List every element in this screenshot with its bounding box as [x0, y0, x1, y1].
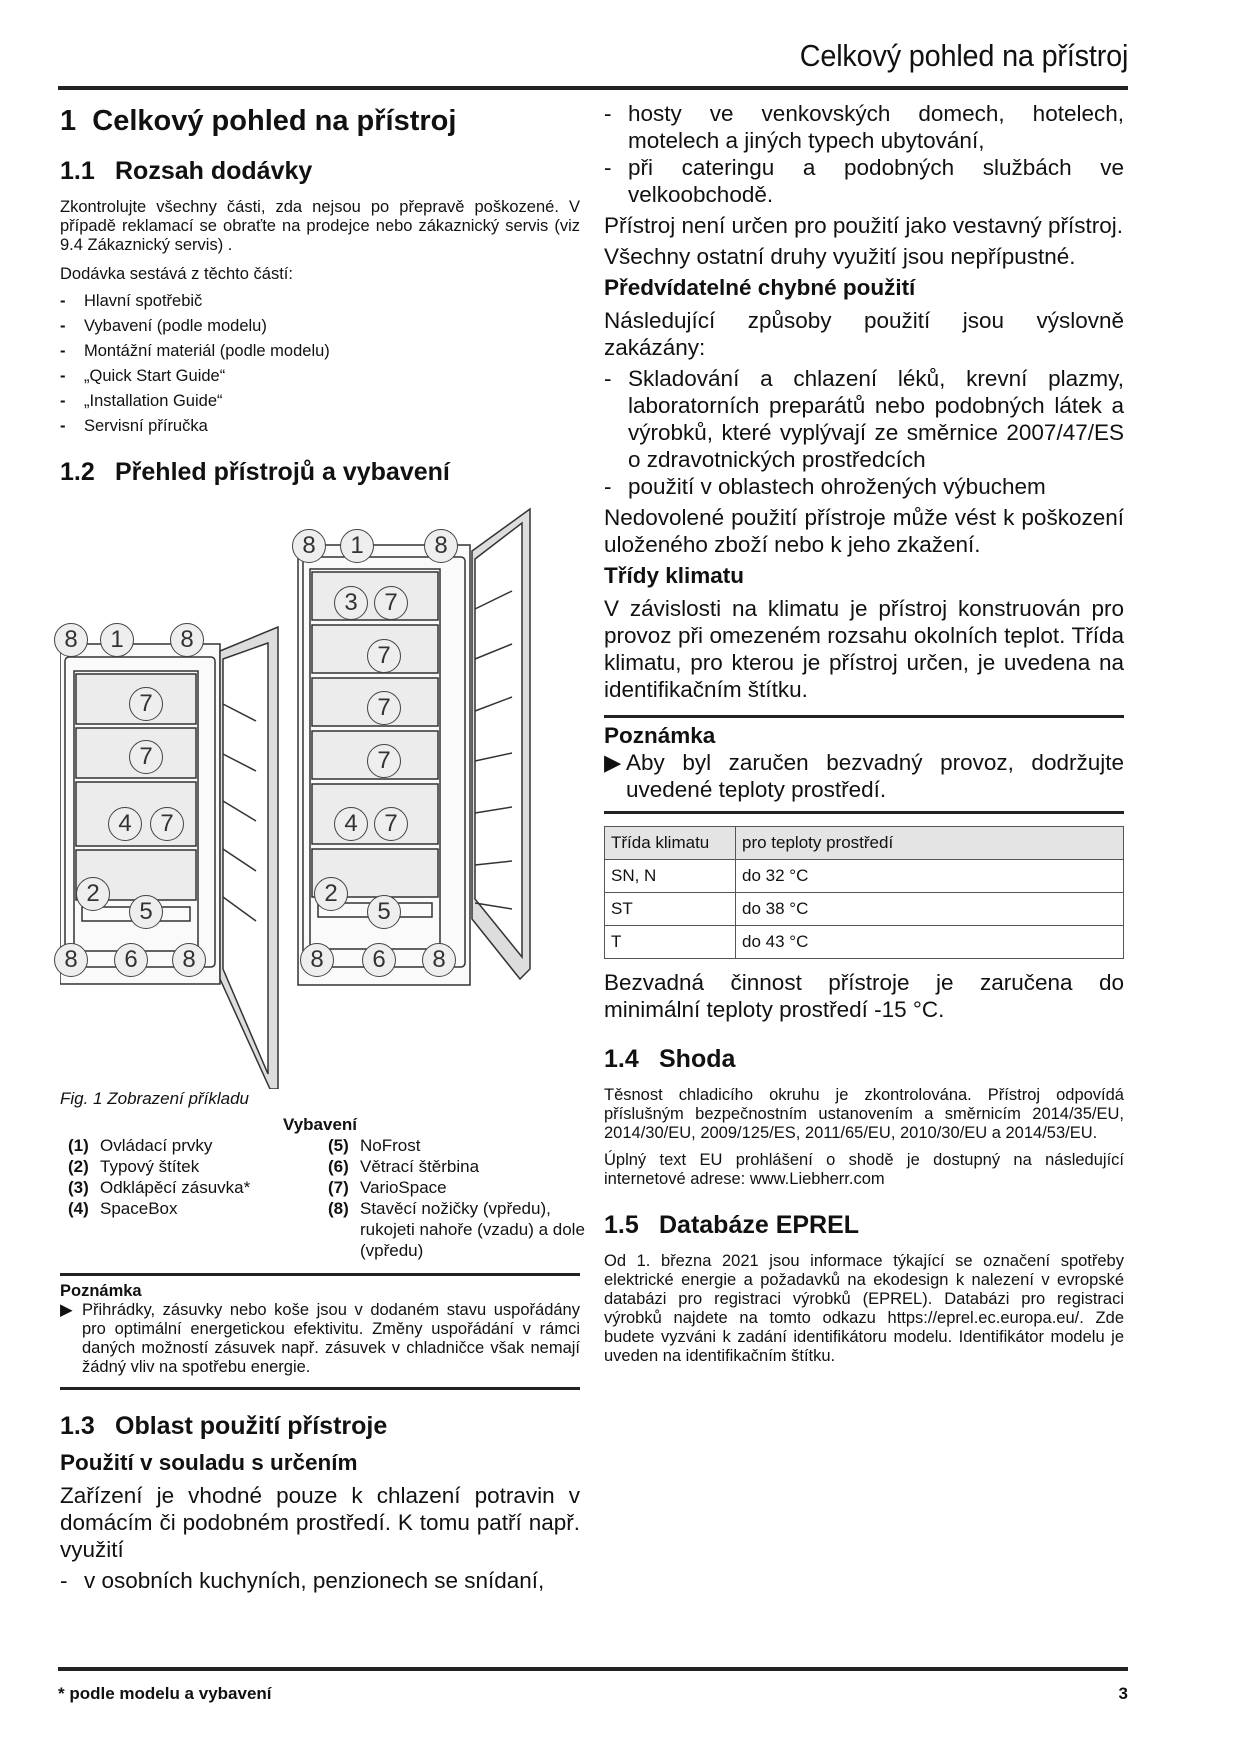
note-arrow-icon: ▶	[604, 750, 622, 775]
intended-use-heading: Použití v souladu s určením	[60, 1450, 358, 1475]
section-number: 1.5	[604, 1211, 639, 1239]
page-number: 3	[1118, 1684, 1128, 1703]
misuse-heading: Předvídatelné chybné použití	[604, 275, 916, 300]
legend-label: NoFrost	[360, 1136, 421, 1155]
legend-title: Vybavení	[282, 1115, 358, 1134]
section-1-3-heading	[60, 1412, 580, 1441]
misuse-consequence: Nedovolené použití přístroje může vést k poškození uloženého zboží nebo k jeho zkažení.	[604, 505, 1124, 557]
callout-badge: 7	[374, 807, 408, 841]
conformity-url-text: Úplný text EU prohlášení o shodě je dostupný na následující internetové adrese: www.Liebherr.com	[604, 1151, 1124, 1188]
legend-item	[328, 1198, 588, 1261]
note-title: Poznámka	[60, 1282, 142, 1300]
section-number: 1.2	[60, 458, 95, 486]
legend-number: (4)	[68, 1199, 89, 1218]
callout-badge: 8	[292, 529, 326, 563]
callout-badge: 8	[54, 623, 88, 657]
list-item: - hosty ve venkovských domech, hotelech, motelech a jiných typech ubytování,	[604, 100, 1124, 154]
right-column	[604, 100, 1124, 1366]
header-rule	[58, 86, 1128, 90]
table-cell: do 32 °C	[736, 860, 1124, 893]
section-number: 1.4	[604, 1045, 639, 1073]
callout-badge: 2	[76, 877, 110, 911]
callout-badge: 7	[367, 691, 401, 725]
appliance-figure	[60, 499, 580, 1089]
chapter-title: Celkový pohled na přístroj	[92, 105, 457, 137]
callout-badge: 2	[314, 877, 348, 911]
legend-label: SpaceBox	[100, 1199, 178, 1218]
climate-text: V závislosti na klimatu je přístroj konstruován pro provoz při omezeném rozsahu okolních teplot. Třída klimatu, pro kterou je přístroj určen, je uvedena na identifikačním štítku.	[604, 596, 1124, 702]
list-item: - Servisní příručka	[60, 417, 580, 436]
intended-use-text: Zařízení je vhodné pouze k chlazení potravin v domácím či podobném prostředí. K tomu patří např. využití	[60, 1483, 580, 1562]
legend-number: (6)	[328, 1157, 349, 1176]
legend-item	[68, 1198, 328, 1261]
page-header-title: Celkový pohled na přístroj	[799, 38, 1128, 73]
climate-note-block	[604, 715, 1124, 814]
delivery-intro: Zkontrolujte všechny části, zda nejsou po přepravě poškozené. V případě reklamací se obraťte na prodejce nebo zákaznický servis (viz 9.4 Zákaznický servis) .	[60, 198, 580, 254]
list-item: - Hlavní spotřebič	[60, 292, 580, 311]
delivery-list	[60, 292, 580, 436]
legend-label: Ovládací prvky	[100, 1136, 213, 1155]
table-cell: do 38 °C	[736, 893, 1124, 926]
legend-label: Typový štítek	[100, 1157, 200, 1176]
note-text: Aby byl zaručen bezvadný provoz, dodržujte uvedené teploty prostředí.	[626, 750, 1124, 802]
table-cell: T	[605, 926, 736, 959]
conformity-text: Těsnost chladicího okruhu je zkontrolována. Přístroj odpovídá příslušným bezpečnostním ustanovením a směrnicím 2014/35/EU, 2014/30/EU, 2009/125/ES, 2011/65/EU, 2010/30/EU a 2014/53/EU.	[604, 1086, 1124, 1142]
callout-badge: 8	[172, 943, 206, 977]
legend-number: (2)	[68, 1157, 89, 1176]
section-1-4-heading	[604, 1045, 1124, 1074]
not-builtin-text: Přístroj není určen pro použití jako vestavný přístroj.	[604, 213, 1123, 238]
chapter-number: 1	[60, 105, 77, 137]
legend-item	[328, 1177, 588, 1198]
table-header-row	[605, 827, 1124, 860]
section-title: Rozsah dodávky	[115, 157, 313, 185]
section-number: 1.1	[60, 157, 95, 185]
footer-note: * podle modelu a vybavení	[58, 1684, 272, 1703]
callout-badge: 3	[334, 586, 368, 620]
legend-number: (7)	[328, 1178, 349, 1197]
callout-badge: 7	[129, 687, 163, 721]
table-cell: ST	[605, 893, 736, 926]
section-title: Přehled přístrojů a vybavení	[115, 458, 450, 486]
note-item	[604, 749, 1124, 803]
legend-item	[328, 1156, 588, 1177]
list-item: - Vybavení (podle modelu)	[60, 317, 580, 336]
callout-badge: 6	[362, 943, 396, 977]
legend-number: (5)	[328, 1136, 349, 1155]
list-item: - „Installation Guide“	[60, 392, 580, 411]
legend-label: Větrací štěrbina	[360, 1157, 480, 1176]
delivery-list-intro: Dodávka sestává z těchto částí:	[60, 265, 293, 283]
section-title: Oblast použití přístroje	[115, 1412, 388, 1440]
legend-item	[68, 1156, 328, 1177]
appliance-illustration	[60, 499, 580, 1089]
list-item: - v osobních kuchyních, penzionech se snídaní,	[60, 1567, 580, 1594]
callout-badge: 5	[367, 895, 401, 929]
intended-use-list	[60, 1567, 580, 1594]
legend	[68, 1135, 585, 1261]
callout-badge: 7	[150, 807, 184, 841]
section-1-1-heading	[60, 157, 580, 186]
callout-badge: 7	[129, 740, 163, 774]
note-title: Poznámka	[604, 723, 716, 748]
callout-badge: 7	[367, 639, 401, 673]
section-1-2-heading	[60, 458, 580, 487]
callout-badge: 4	[334, 807, 368, 841]
section-title: Shoda	[659, 1045, 736, 1073]
note-text: Přihrádky, zásuvky nebo koše jsou v dodaném stavu uspořádány pro optimální energetickou efektivitu. Změny uspořádání v rámci daných možností zásuvek např. zásuvek v chladničce však nemají žádný vliv na spotřebu energie.	[82, 1301, 580, 1376]
callout-badge: 8	[300, 943, 334, 977]
note-arrow-icon: ▶	[60, 1301, 73, 1319]
climate-table	[604, 826, 1124, 959]
callout-badge: 7	[374, 586, 408, 620]
list-item: - Montážní materiál (podle modelu)	[60, 342, 580, 361]
misuse-list	[604, 365, 1124, 500]
other-forbidden-text: Všechny ostatní druhy využití jsou nepřípustné.	[604, 244, 1076, 269]
table-row	[605, 926, 1124, 959]
intended-use-list-cont	[604, 100, 1124, 208]
list-item: - při cateringu a podobných službách ve velkoobchodě.	[604, 154, 1124, 208]
list-item: - Skladování a chlazení léků, krevní plazmy, laboratorních preparátů nebo podobných látek a výrobků, které vyplývají ze směrnice 2007/47/ES o zdravotnických prostředcích	[604, 365, 1124, 473]
table-header: pro teploty prostředí	[736, 827, 1124, 860]
legend-label: Stavěcí nožičky (vpředu), rukojeti nahoře (vzadu) a dole (vpředu)	[360, 1199, 585, 1260]
section-number: 1.3	[60, 1412, 95, 1440]
legend-item	[68, 1135, 328, 1156]
legend-item	[328, 1135, 588, 1156]
chapter-heading	[60, 105, 580, 157]
table-header: Třída klimatu	[605, 827, 736, 860]
table-row	[605, 860, 1124, 893]
legend-label: VarioSpace	[360, 1178, 447, 1197]
callout-badge: 8	[424, 529, 458, 563]
section-title: Databáze EPREL	[659, 1211, 860, 1239]
callout-badge: 4	[108, 807, 142, 841]
climate-heading: Třídy klimatu	[604, 563, 745, 588]
section-1-5-heading	[604, 1211, 1124, 1240]
list-item: - „Quick Start Guide“	[60, 367, 580, 386]
callout-badge: 8	[54, 943, 88, 977]
callout-badge: 6	[114, 943, 148, 977]
callout-badge: 1	[100, 623, 134, 657]
left-column	[60, 100, 585, 1594]
legend-number: (1)	[68, 1136, 89, 1155]
table-cell: do 43 °C	[736, 926, 1124, 959]
note-block	[60, 1273, 580, 1390]
legend-number: (8)	[328, 1199, 349, 1218]
misuse-intro: Následující způsoby použití jsou výslovně zakázány:	[604, 308, 1124, 360]
callout-badge: 7	[367, 744, 401, 778]
legend-label: Odklápěcí zásuvka*	[100, 1178, 251, 1197]
legend-number: (3)	[68, 1178, 89, 1197]
callout-badge: 5	[129, 895, 163, 929]
callout-badge: 1	[340, 529, 374, 563]
table-cell: SN, N	[605, 860, 736, 893]
note-item	[60, 1301, 580, 1377]
figure-caption: Fig. 1 Zobrazení příkladu	[60, 1089, 249, 1108]
min-temp-text: Bezvadná činnost přístroje je zaručena do minimální teploty prostředí -15 °C.	[604, 970, 1124, 1022]
eprel-text: Od 1. března 2021 jsou informace týkající se označení spotřeby elektrické energie a požadavků na ekodesign k nalezení v evropské databázi pro registraci výrobků (EPREL). Databázi pro registraci výrobků najdete na tomto odkazu https://eprel.ec.europa.eu/. Zde budete vyzváni k zadání identifikátoru modelu. Identifikátor modelu je uveden na identifikačním štítku.	[604, 1252, 1124, 1365]
legend-item	[68, 1177, 328, 1198]
callout-badge: 8	[170, 623, 204, 657]
list-item: - použití v oblastech ohrožených výbuchem	[604, 473, 1124, 500]
footer-rule	[58, 1667, 1128, 1671]
callout-badge: 8	[422, 943, 456, 977]
table-row	[605, 893, 1124, 926]
